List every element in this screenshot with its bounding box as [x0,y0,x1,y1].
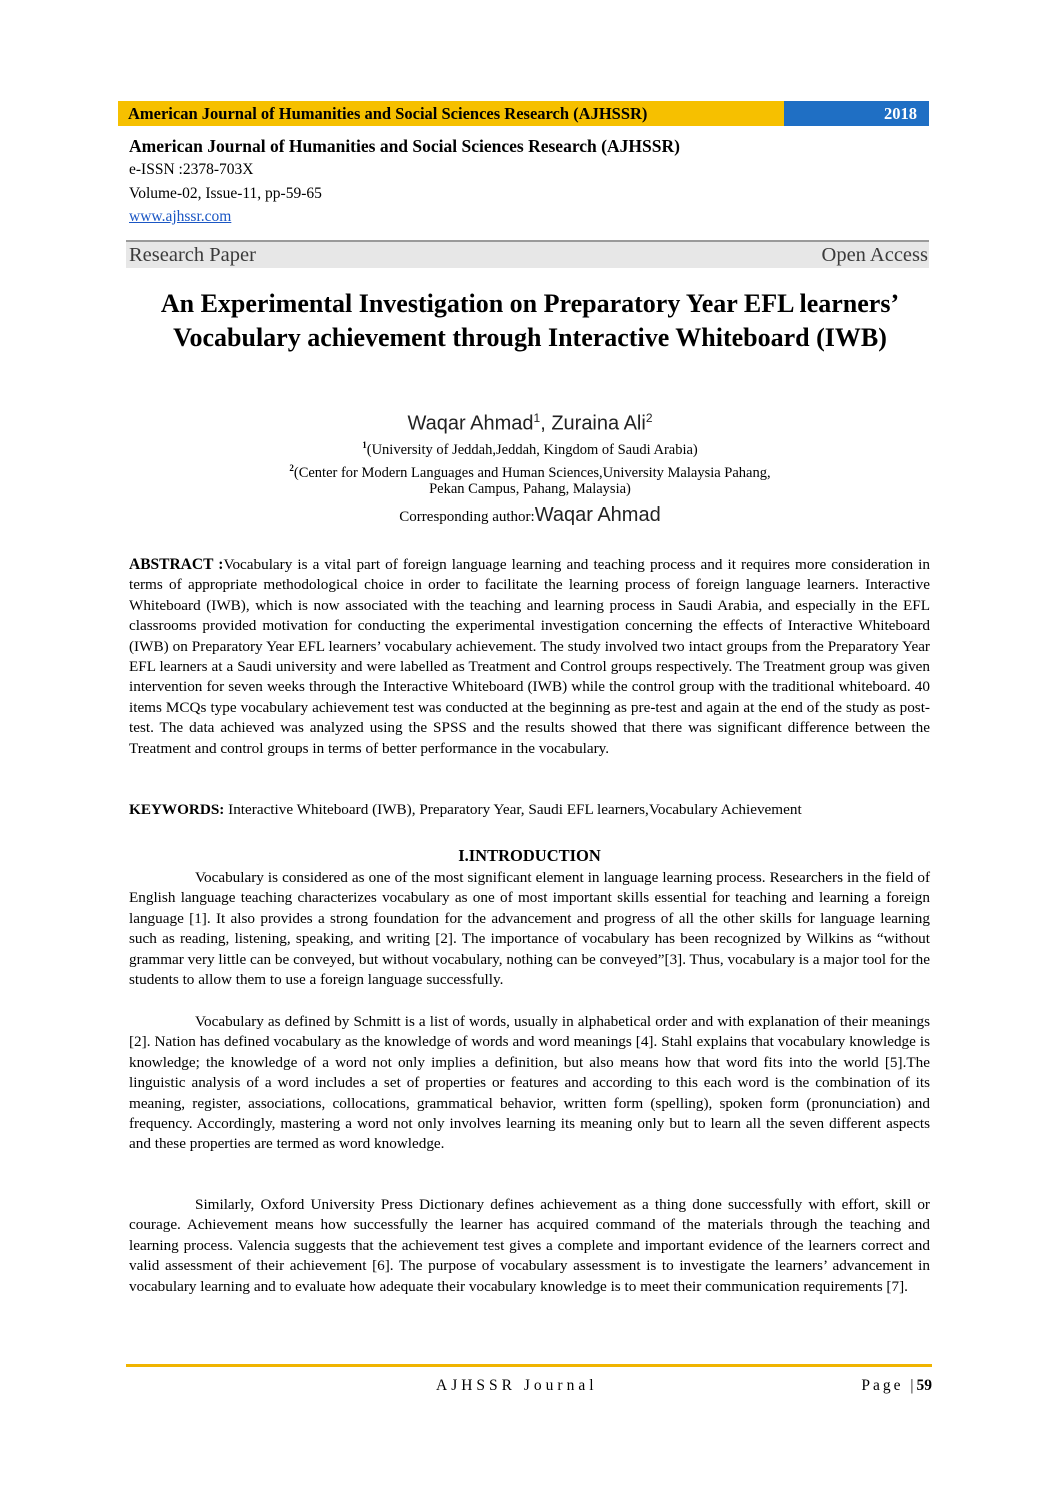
keywords-text: Interactive Whiteboard (IWB), Preparatory Year, Saudi EFL learners,Vocabulary Achievement [224,801,802,818]
meta-issn: e-ISSN :2378-703X [129,161,254,178]
running-header-year: 2018 [784,101,929,126]
abstract-text: Vocabulary is a vital part of foreign language learning and teaching process and it requires more consideration in terms of appropriate methodological choice in order to facilitate the learning process of foreign language learners. Interactive Whiteboard (IWB), which is now associated with the teaching and learning process in Saudi Arabia, and especially in the EFL classrooms provided motivation for conducting the experimental investigation concerning the effects of Interactive Whiteboard (IWB) on Preparatory Year EFL learners’ vocabulary achievement. The study involved two intact groups from the Preparatory Year EFL learners at a Saudi university and were labelled as Treatment and Control groups respectively. The Treatment group was given intervention for seven weeks through the Interactive Whiteboard (IWB) while the control group with the traditional whiteboard. 40 items MCQs type vocabulary achievement test was conducted at the beginning as pre-test and again at the end of the study as post-test. The data achieved was analyzed using the SPSS and the results showed that there was significant difference between the Treatment and control groups in terms of better performance in the vocabulary. [129,556,930,757]
journal-website-link[interactable]: www.ajhssr.com [129,208,232,225]
keywords-label: KEYWORDS: [129,801,225,818]
abstract [129,555,930,759]
author-1-superscript: 1 [533,411,541,425]
article-type: Research Paper [129,243,256,266]
page-number: 59 [916,1377,932,1394]
corresponding-author [100,502,960,530]
access-type: Open Access [821,243,928,266]
author-separator: , [540,412,552,435]
affiliation-1 [100,436,960,460]
footer-journal: AJHSSR Journal [436,1377,598,1394]
corresponding-name: Waqar Ahmad [534,504,661,526]
affiliation-2-text: (Center for Modern Languages and Human Sciences,University Malaysia Pahang, [293,464,771,481]
article-type-bar [126,240,929,268]
footer-page-number [861,1376,932,1396]
abstract-label: ABSTRACT : [129,556,224,573]
author-2: Zuraina Ali [551,412,646,435]
section-heading-introduction: I.INTRODUCTION [458,846,601,865]
running-header-journal: American Journal of Humanities and Social Sciences Research (AJHSSR) [118,101,784,126]
author-2-superscript: 2 [645,411,653,425]
intro-paragraph-1: Vocabulary is considered as one of the most significant element in language learning process. Researchers in the field of English language teaching characterizes vocabulary as one of most important skills essential for teaching and learning a foreign language [1]. It also provides a strong foundation for the advancement and progress of all the other skills for language learning such as reading, listening, speaking, and writing [2]. The importance of vocabulary has been recognized by Wilkins as “without grammar very little can be conveyed, but without vocabulary, nothing can be conveyed”[3]. Thus, vocabulary is a major tool for the students to allow them to use a foreign language successfully. [129,869,930,989]
affiliation-2-marker: 2 [289,463,294,473]
keywords [129,800,930,820]
affiliation-1-text: (University of Jeddah,Jeddah, Kingdom of Saudi Arabia) [366,441,698,458]
running-header [118,101,929,126]
footer-page-label: Page | [861,1377,917,1394]
footer-rule [126,1364,932,1367]
paper-title: An Experimental Investigation on Preparatory Year EFL learners’ Vocabulary achievement through Interactive Whiteboard (IWB) [160,289,900,352]
author-line [100,405,960,437]
intro-paragraph-2: Vocabulary as defined by Schmitt is a list of words, usually in alphabetical order and with explanation of their meanings [2]. Nation has defined vocabulary as the knowledge of words and word meanings [4]. Stahl explains that vocabulary knowledge is knowledge; the knowledge of a word not only implies a definition, but also means how that word fits into the world [5].The linguistic analysis of a word includes a set of properties or features and according to this each word is the combination of its meaning, register, associations, collocations, grammatical behavior, written form (spelling), spoken form (pronunciation) and frequency. Accordingly, mastering a word not only involves learning its meaning only but to learn all the seven different aspects and these properties are termed as word knowledge. [129,1013,930,1153]
affiliation-2-line-2: Pekan Campus, Pahang, Malaysia) [429,481,631,497]
meta-journal-name: American Journal of Humanities and Social Sciences Research (AJHSSR) [129,136,680,156]
meta-volume: Volume-02, Issue-11, pp-59-65 [129,185,322,202]
corresponding-label: Corresponding author: [399,509,535,525]
journal-meta [129,134,929,228]
intro-paragraph-3: Similarly, Oxford University Press Dictionary defines achievement as a thing done successfully with effort, skill or courage. Achievement means how successfully the learner has acquired command of the materials through the teaching and learning process. Valencia suggests that the achievement test gives a complete and important evidence of the learners correct and valid assessment of their achievement [6]. The purpose of vocabulary assessment is to investigate the learners’ advancement in vocabulary learning and to evaluate how adequate their vocabulary knowledge is to meet their communication requirements [7]. [129,1196,930,1295]
author-1: Waqar Ahmad [407,412,534,435]
affiliation-1-marker: 1 [362,440,367,450]
